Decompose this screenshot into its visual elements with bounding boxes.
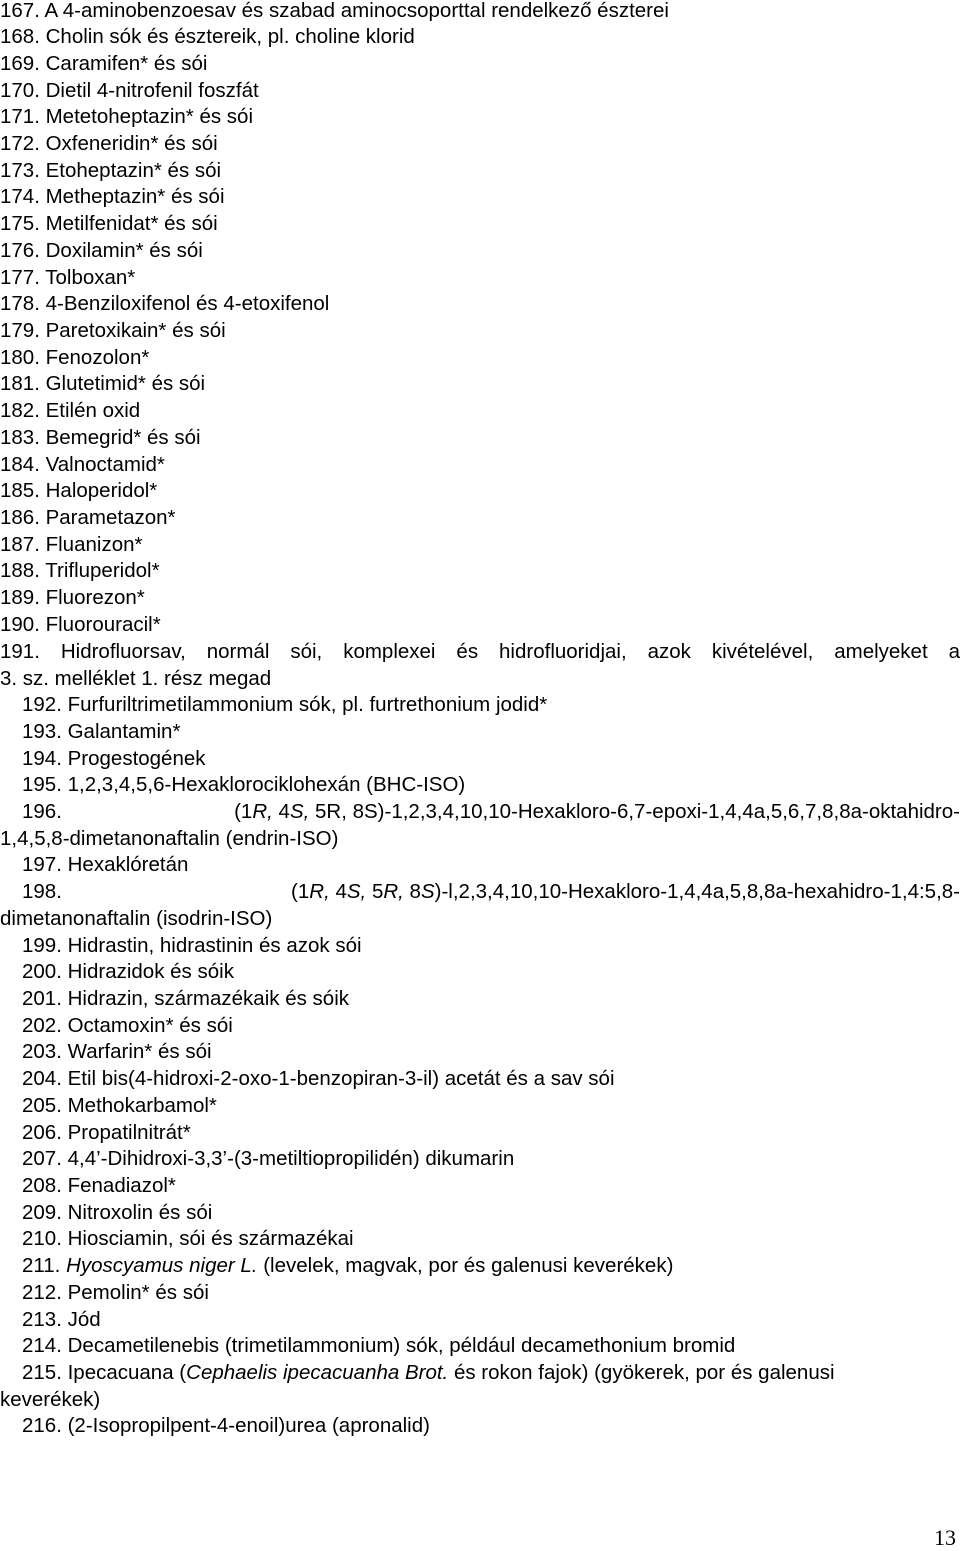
list-item: 197. Hexaklóretán: [22, 853, 189, 876]
list-item: 188. Trifluperidol*: [0, 559, 160, 582]
list-item: 168. Cholin sók és észtereik, pl. choline klorid: [0, 25, 415, 48]
list-item-215: 215. Ipecacuana (Cephaelis ipecacuanha Brot. és rokon fajok) (gyökerek, por és galenusi: [22, 1361, 835, 1384]
list-item: 205. Methokarbamol*: [22, 1094, 217, 1117]
list-item-198-continuation: dimetanonaftalin (isodrin-ISO): [0, 907, 273, 930]
list-item: 176. Doxilamin* és sói: [0, 239, 203, 262]
list-item: 183. Bemegrid* és sói: [0, 426, 201, 449]
list-item: 192. Furfuriltrimetilammonium sók, pl. furtrethonium jodid*: [22, 693, 548, 716]
list-item: 214. Decametilenebis (trimetilammonium) sók, például decamethonium bromid: [22, 1334, 736, 1357]
list-item: 207. 4,4’-Dihidroxi-3,3’-(3-metiltiopropilidén) dikumarin: [22, 1147, 515, 1170]
list-item: 206. Propatilnitrát*: [22, 1121, 191, 1144]
list-item: 189. Fluorezon*: [0, 586, 145, 609]
list-item: 204. Etil bis(4-hidroxi-2-oxo-1-benzopiran-3-il) acetát és a sav sói: [22, 1067, 615, 1090]
list-item: 178. 4-Benziloxifenol és 4-etoxifenol: [0, 292, 330, 315]
list-item: 199. Hidrastin, hidrastinin és azok sói: [22, 934, 362, 957]
list-item: 208. Fenadiazol*: [22, 1174, 176, 1197]
list-item: 209. Nitroxolin és sói: [22, 1201, 213, 1224]
list-item: 203. Warfarin* és sói: [22, 1040, 212, 1063]
list-item-198: 198. (1R, 4S, 5R, 8S)-l,2,3,4,10,10-Hexakloro-1,4,4a,5,8,8a-hexahidro-1,4:5,8-: [22, 880, 960, 903]
list-item: 171. Metetoheptazin* és sói: [0, 105, 254, 128]
list-item: 182. Etilén oxid: [0, 399, 141, 422]
list-item-196-continuation: 1,4,5,8-dimetanonaftalin (endrin-ISO): [0, 827, 339, 850]
list-item: 213. Jód: [22, 1308, 101, 1331]
list-item: 179. Paretoxikain* és sói: [0, 319, 226, 342]
list-item: 210. Hiosciamin, sói és származékai: [22, 1227, 354, 1250]
list-item: 177. Tolboxan*: [0, 266, 136, 289]
list-item-211: 211. Hyoscyamus niger L. (levelek, magvak, por és galenusi keverékek): [22, 1254, 674, 1277]
list-item: 181. Glutetimid* és sói: [0, 372, 206, 395]
list-item: 195. 1,2,3,4,5,6-Hexaklorociklohexán (BHC-ISO): [22, 773, 466, 796]
list-item: 193. Galantamin*: [22, 720, 181, 743]
list-item-215-continuation: keverékek): [0, 1388, 101, 1411]
list-item-191-continuation: 3. sz. melléklet 1. rész megad: [0, 667, 272, 690]
list-item: 180. Fenozolon*: [0, 346, 150, 369]
list-item: 167. A 4-aminobenzoesav és szabad aminocsoporttal rendelkező észterei: [0, 0, 669, 22]
list-item: 173. Etoheptazin* és sói: [0, 159, 222, 182]
list-item: 175. Metilfenidat* és sói: [0, 212, 218, 235]
list-item: 216. (2-Isopropilpent-4-enoil)urea (apronalid): [22, 1414, 430, 1437]
list-item-196: 196. (1R, 4S, 5R, 8S)-1,2,3,4,10,10-Hexakloro-6,7-epoxi-1,4,4a,5,6,7,8,8a-oktahidro-: [22, 800, 960, 823]
list-item: 190. Fluorouracil*: [0, 613, 161, 636]
page-number: 13: [934, 1525, 956, 1550]
list-item-191: 191. Hidrofluorsav, normál sói, komplexei és hidrofluoridjai, azok kivételével, amelyeket a: [0, 640, 960, 663]
list-item: 174. Metheptazin* és sói: [0, 185, 225, 208]
list-item: 194. Progestogének: [22, 747, 206, 770]
list-item: 202. Octamoxin* és sói: [22, 1014, 233, 1037]
list-item: 185. Haloperidol*: [0, 479, 158, 502]
list-item: 187. Fluanizon*: [0, 533, 143, 556]
list-item: 186. Parametazon*: [0, 506, 176, 529]
list-item: 169. Caramifen* és sói: [0, 52, 208, 75]
list-item: 200. Hidrazidok és sóik: [22, 960, 234, 983]
list-item: 184. Valnoctamid*: [0, 453, 165, 476]
list-item: 212. Pemolin* és sói: [22, 1281, 209, 1304]
list-item: 170. Dietil 4-nitrofenil foszfát: [0, 79, 259, 102]
list-item: 201. Hidrazin, származékaik és sóik: [22, 987, 350, 1010]
list-item: 172. Oxfeneridin* és sói: [0, 132, 218, 155]
